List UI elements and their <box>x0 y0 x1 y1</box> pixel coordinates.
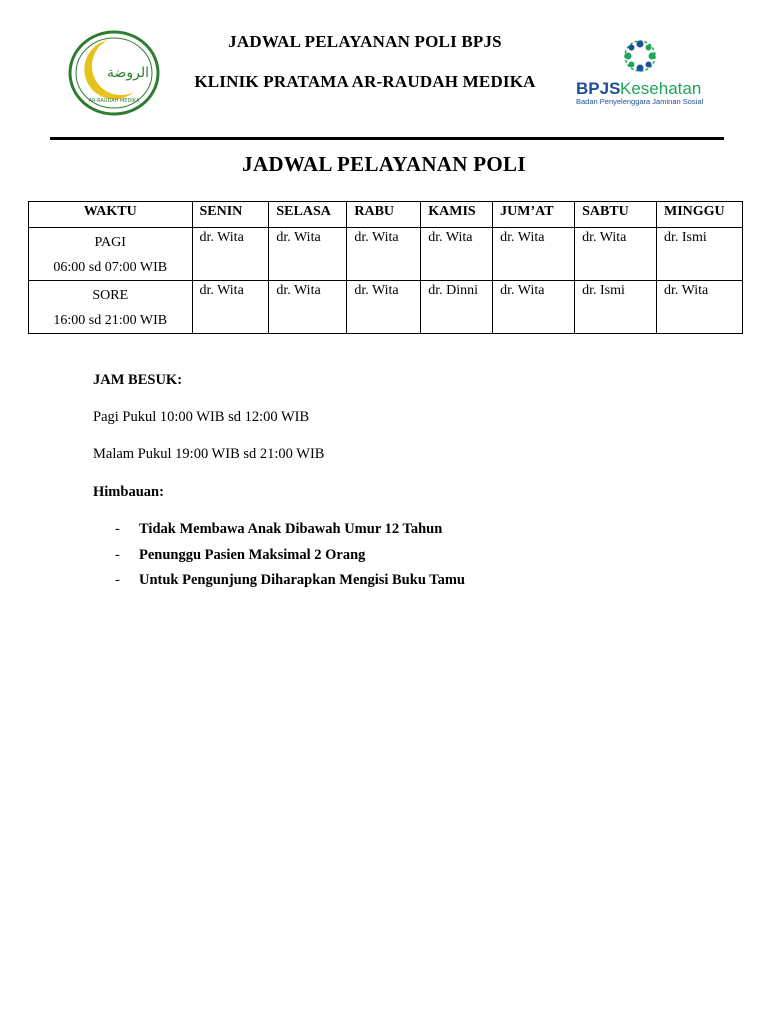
header-jumat: JUM’AT <box>493 202 575 228</box>
doctor-cell: dr. Wita <box>347 228 421 281</box>
schedule-table <box>28 201 743 334</box>
shift-time: 06:00 sd 07:00 WIB <box>53 260 168 275</box>
logo-bpjs-text: BPJS <box>576 79 621 98</box>
doctor-cell: dr. Ismi <box>575 281 657 334</box>
logo-arabic-text: الروضة <box>106 65 150 81</box>
doctor-cell: dr. Wita <box>656 281 742 334</box>
header-selasa: SELASA <box>269 202 347 228</box>
doctor-cell: dr. Wita <box>192 228 269 281</box>
appeal-item-text: Untuk Pengunjung Diharapkan Mengisi Buku Tamu <box>139 572 465 588</box>
header-minggu: MINGGU <box>656 202 742 228</box>
header-kamis: KAMIS <box>421 202 493 228</box>
doctor-cell: dr. Wita <box>575 228 657 281</box>
logo-caption: AR-RAUDAH MEDIKA <box>88 98 140 104</box>
header-divider <box>50 137 724 140</box>
ar-raudah-logo <box>68 30 160 116</box>
doctor-cell: dr. Ismi <box>656 228 742 281</box>
shift-name: SORE <box>92 288 129 303</box>
shift-cell <box>29 281 193 334</box>
bullet-dash: - <box>115 521 120 537</box>
doctor-cell: dr. Wita <box>493 228 575 281</box>
header-senin: SENIN <box>192 202 269 228</box>
header-waktu: WAKTU <box>29 202 193 228</box>
visiting-hours-evening: Malam Pukul 19:00 WIB sd 21:00 WIB <box>93 446 325 462</box>
logo-kesehatan-text: Kesehatan <box>620 79 702 98</box>
doctor-cell: dr. Wita <box>269 228 347 281</box>
appeal-item-text: Penunggu Pasien Maksimal 2 Orang <box>139 546 366 563</box>
bullet-dash: - <box>115 572 120 588</box>
visiting-hours-morning: Pagi Pukul 10:00 WIB sd 12:00 WIB <box>93 409 310 425</box>
doctor-cell: dr. Wita <box>347 281 421 334</box>
header-title-line1: JADWAL PELAYANAN POLI BPJS <box>228 32 502 51</box>
header-rabu: RABU <box>347 202 421 228</box>
appeal-heading: Himbauan: <box>93 484 164 500</box>
table-row <box>29 228 743 281</box>
doctor-cell: dr. Dinni <box>421 281 493 334</box>
shift-cell <box>29 228 193 281</box>
visiting-hours-heading: JAM BESUK: <box>93 372 183 388</box>
shift-time: 16:00 sd 21:00 WIB <box>53 313 168 328</box>
doctor-cell: dr. Wita <box>192 281 269 334</box>
doctor-cell: dr. Wita <box>269 281 347 334</box>
bpjs-kesehatan-logo <box>572 36 722 108</box>
doctor-cell: dr. Wita <box>493 281 575 334</box>
shift-name: PAGI <box>94 235 126 250</box>
appeal-item-text: Tidak Membawa Anak Dibawah Umur 12 Tahun <box>139 521 443 537</box>
document-title: JADWAL PELAYANAN POLI <box>242 152 526 176</box>
logo-tagline: Badan Penyelenggara Jaminan Sosial <box>576 97 704 106</box>
bullet-dash: - <box>115 546 120 563</box>
doctor-cell: dr. Wita <box>421 228 493 281</box>
header-title-line2: KLINIK PRATAMA AR-RAUDAH MEDIKA <box>194 72 536 91</box>
header-sabtu: SABTU <box>575 202 657 228</box>
schedule-header-row <box>29 202 743 228</box>
table-row <box>29 281 743 334</box>
